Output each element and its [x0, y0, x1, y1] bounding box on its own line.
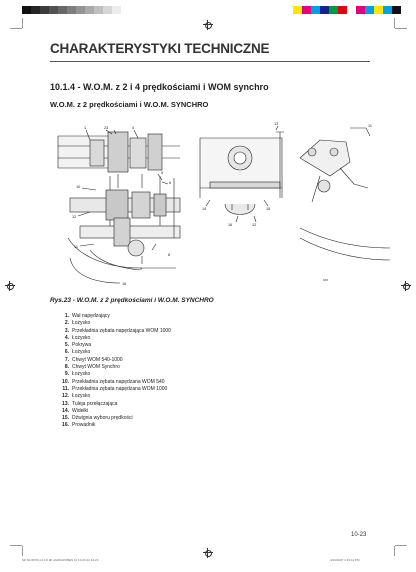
color-swatch: [347, 6, 356, 14]
print-slug-right: 4/24/2007 4:19:12 PM: [330, 558, 360, 562]
subsection-title: W.O.M. z 2 prędkościami i W.O.M. SYNCHRO: [50, 100, 209, 109]
page-number: 10-23: [351, 532, 367, 538]
print-slug-left: SD 90-08 50 p4 4.0.0b AGRIGROBES 10 10-23.22 10-23: [22, 558, 99, 562]
legend-item: [58, 357, 171, 364]
legend-item: [58, 371, 171, 378]
legend-item-number: 13.: [62, 400, 69, 407]
gray-swatch: [85, 6, 94, 14]
svg-text:1: 1: [84, 126, 87, 130]
heading-divider: [50, 61, 370, 62]
svg-text:5: 5: [161, 171, 164, 175]
legend-item-text: Łożysko: [72, 320, 91, 327]
legend-item: [58, 342, 171, 349]
gray-swatch: [76, 6, 85, 14]
legend-item-number: 5.: [64, 342, 69, 349]
svg-text:13: 13: [274, 122, 279, 126]
crop-mark: [394, 18, 395, 28]
legend-item: [58, 393, 171, 400]
svg-text:10: 10: [76, 185, 81, 189]
legend-item: [58, 328, 171, 335]
legend-item-number: 6.: [64, 349, 69, 356]
legend-item-text: Dźwignia wyboru prędkości: [72, 415, 133, 422]
svg-text:16: 16: [228, 223, 233, 227]
figure-reference-code: ###: [323, 278, 329, 282]
legend-item-number: 4.: [64, 334, 69, 341]
svg-text:16: 16: [122, 282, 127, 286]
legend-item: [58, 349, 171, 356]
svg-text:14: 14: [202, 207, 207, 211]
legend-item: [58, 408, 171, 415]
legend-item-text: Łożysko: [72, 371, 91, 378]
legend-item: [58, 320, 171, 327]
svg-text:15: 15: [266, 207, 271, 211]
crop-mark: [22, 18, 23, 28]
gray-swatch: [67, 6, 76, 14]
legend-item: [58, 415, 171, 422]
legend-item-text: Przekładnia zębata napędzana WOM 540: [72, 378, 165, 385]
gray-swatch: [31, 6, 40, 14]
legend-item-text: Pokrywa: [72, 342, 92, 349]
legend-item-number: 10.: [62, 378, 69, 385]
color-swatch: [338, 6, 347, 14]
registration-mark-left: [5, 281, 15, 291]
grayscale-calibration-bar: [22, 6, 121, 14]
legend-item-text: Tuleja przełączająca: [72, 400, 118, 407]
color-calibration-bar: [293, 6, 401, 14]
legend-item-number: 7.: [64, 356, 69, 363]
legend-item-number: 15.: [62, 415, 69, 422]
legend-item-text: Przekładnia zębata napędzająca WOM 1000: [72, 327, 171, 334]
svg-text:8: 8: [168, 253, 171, 257]
legend-item-number: 8.: [64, 364, 69, 371]
color-swatch: [374, 6, 383, 14]
color-swatch: [329, 6, 338, 14]
registration-mark-top: [203, 20, 213, 30]
legend-item-number: 11.: [62, 385, 69, 392]
page-heading: CHARAKTERYSTYKI TECHNICZNE: [50, 41, 270, 56]
legend-item: [58, 335, 171, 342]
legend-item-number: 2.: [64, 320, 69, 327]
legend-item-number: 1.: [64, 313, 69, 319]
color-swatch: [383, 6, 392, 14]
legend-item: [58, 379, 171, 386]
legend-item: [58, 313, 171, 320]
pto-technical-drawing: [50, 118, 390, 286]
parts-legend: [58, 313, 171, 430]
figure-caption: Rys.23 - W.O.M. z 2 prędkościami i W.O.M. SYNCHRO: [50, 297, 214, 304]
legend-item-text: Przekładnia zębata napędzana WOM 1000: [72, 385, 168, 392]
registration-mark-bottom: [203, 548, 213, 558]
svg-text:23: 23: [104, 126, 109, 130]
legend-item-number: 9.: [64, 371, 69, 378]
gray-swatch: [49, 6, 58, 14]
legend-item-number: 14.: [62, 407, 69, 414]
svg-text:12: 12: [72, 215, 77, 219]
gray-swatch: [40, 6, 49, 14]
legend-item-number: 12.: [62, 393, 69, 400]
svg-text:4: 4: [132, 126, 135, 130]
svg-text:11: 11: [368, 124, 372, 128]
legend-item-text: Prowadnik: [72, 422, 96, 429]
gray-swatch: [112, 6, 121, 14]
crop-mark: [394, 546, 395, 556]
color-swatch: [356, 6, 365, 14]
legend-item: [58, 364, 171, 371]
legend-item-text: Wał napędzający: [72, 313, 110, 319]
color-swatch: [392, 6, 401, 14]
legend-item: [58, 422, 171, 429]
legend-item-number: 3.: [64, 327, 69, 334]
svg-text:12: 12: [252, 223, 257, 227]
gray-swatch: [103, 6, 112, 14]
legend-item-text: Łożysko: [72, 349, 91, 356]
legend-item: [58, 401, 171, 408]
color-swatch: [302, 6, 311, 14]
gray-swatch: [22, 6, 31, 14]
color-swatch: [293, 6, 302, 14]
legend-item-text: Widełki: [72, 407, 89, 414]
color-swatch: [311, 6, 320, 14]
color-swatch: [320, 6, 329, 14]
crop-mark: [395, 28, 407, 29]
color-swatch: [365, 6, 374, 14]
svg-text:11: 11: [74, 245, 78, 249]
gray-swatch: [94, 6, 103, 14]
legend-item-text: Chwyt WOM 540-1000: [72, 356, 123, 363]
legend-item-text: Łożysko: [72, 393, 91, 400]
crop-mark: [10, 28, 22, 29]
crop-mark: [22, 546, 23, 556]
registration-mark-right: [401, 281, 411, 291]
svg-text:9: 9: [140, 267, 143, 271]
legend-item-text: Łożysko: [72, 334, 91, 341]
legend-item-number: 16.: [62, 422, 69, 429]
crop-mark: [10, 545, 22, 546]
legend-item: [58, 386, 171, 393]
crop-mark: [395, 545, 407, 546]
section-title: 10.1.4 - W.O.M. z 2 i 4 prędkościami i WOM synchro: [50, 82, 269, 92]
gray-swatch: [58, 6, 67, 14]
legend-item-text: Chwyt WOM Synchro: [72, 364, 120, 371]
svg-text:6: 6: [169, 181, 172, 185]
